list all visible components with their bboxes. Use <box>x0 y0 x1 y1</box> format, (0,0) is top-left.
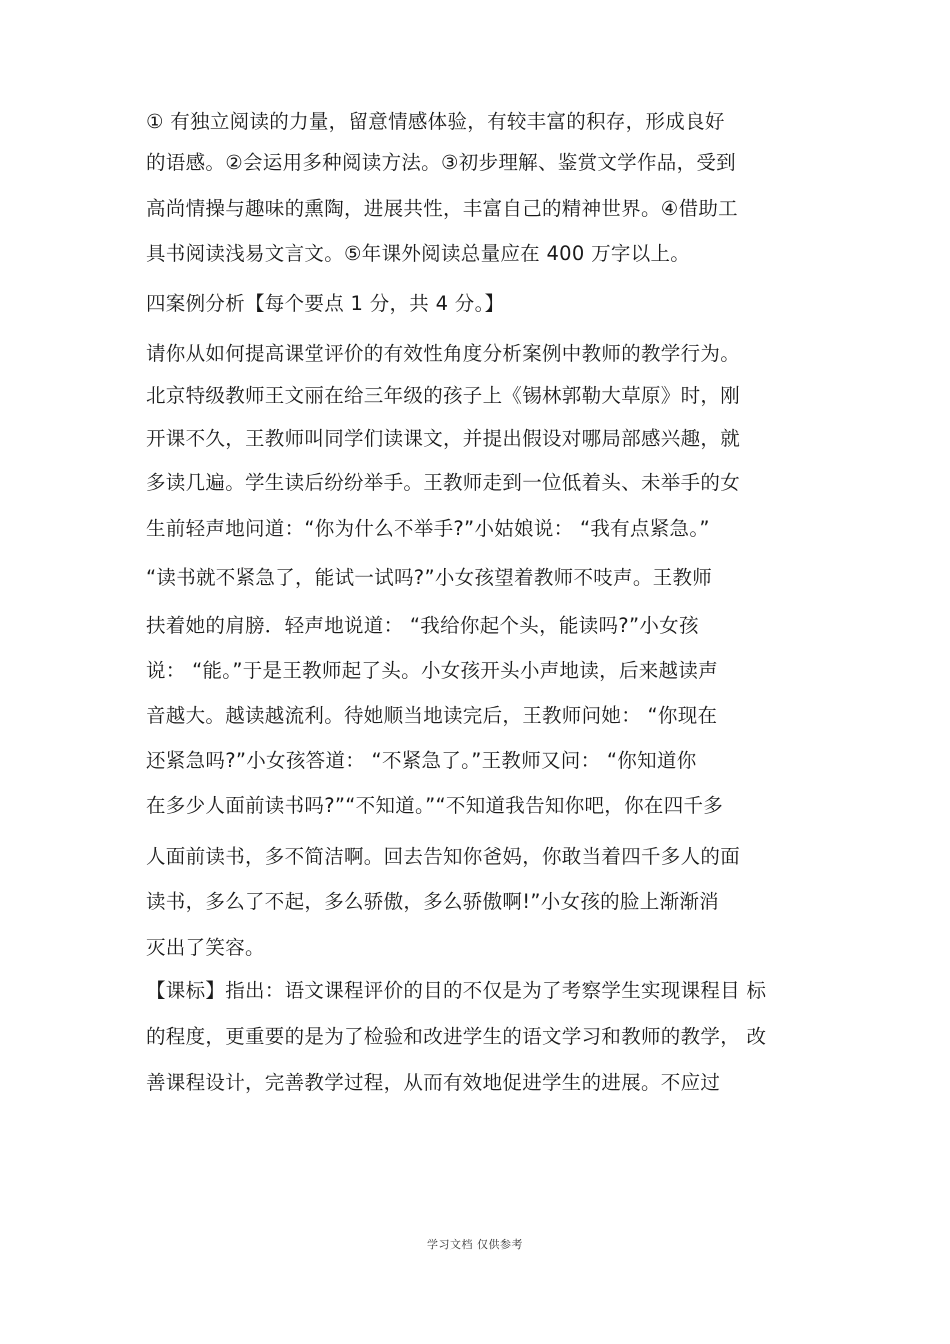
text-line: 请你从如何提高课堂评价的有效性角度分析案例中教师的教学行为。 <box>146 342 741 365</box>
text-line: 多读几遍。学生读后纷纷举手。王教师走到一位低着头、未举手的女 <box>146 471 741 494</box>
text-line: 灭出了笑容。 <box>146 936 265 959</box>
text-line: 音越大。越读越流利。待她顺当地读完后，王教师问她： “你现在 <box>146 704 718 727</box>
text-line: 【课标】指出：语文课程评价的目的不仅是为了考察学生实现课程目 标 <box>146 979 767 1002</box>
text-line: 开课不久，王教师叫同学们读课文，并提出假设对哪局部感兴趣，就 <box>146 427 741 450</box>
text-line: 说： “能。”于是王教师起了头。小女孩开头小声地读，后来越读声 <box>146 659 718 682</box>
text-line: 北京特级教师王文丽在给三年级的孩子上《锡林郭勒大草原》时，刚 <box>146 384 741 407</box>
text-line: “读书就不紧急了，能试一试吗?”小女孩望着教师不吱声。王教师 <box>146 566 713 589</box>
text-line: 在多少人面前读书吗?”“不知道。”“不知道我告知你吧，你在四千多 <box>146 794 724 817</box>
page-footer: 学习文档 仅供参考 <box>427 1238 523 1251</box>
text-line: 生前轻声地问道：“你为什么不举手?”小姑娘说： “我有点紧急。” <box>146 517 710 540</box>
text-line: 具书阅读浅易文言文。⑤年课外阅读总量应在 400 万字以上。 <box>146 242 691 265</box>
text-line: 人面前读书，多不简洁啊。回去告知你爸妈，你敢当着四千多人的面 <box>146 845 741 868</box>
text-line: 的程度，更重要的是为了检验和改进学生的语文学习和教师的教学， 改 <box>146 1025 767 1048</box>
text-line: 还紧急吗?”小女孩答道： “不紧急了。”王教师又问： “你知道你 <box>146 749 697 772</box>
text-line: 的语感。②会运用多种阅读方法。③初步理解、鉴赏文学作品，受到 <box>146 151 736 174</box>
section-heading: 四案例分析【每个要点 1 分，共 4 分。】 <box>146 292 505 315</box>
text-line: ① 有独立阅读的力量，留意情感体验，有较丰富的积存，形成良好 <box>146 110 725 133</box>
text-line: 高尚情操与趣味的熏陶，进展共性，丰富自己的精神世界。④借助工 <box>146 197 738 220</box>
text-line: 扶着她的肩膀．轻声地说道： “我给你起个头，能读吗?”小女孩 <box>146 614 699 637</box>
text-line: 善课程设计，完善教学过程，从而有效地促进学生的进展。不应过 <box>146 1071 721 1094</box>
text-line: 读书，多么了不起，多么骄傲，多么骄傲啊!”小女孩的脸上渐渐消 <box>146 890 719 913</box>
